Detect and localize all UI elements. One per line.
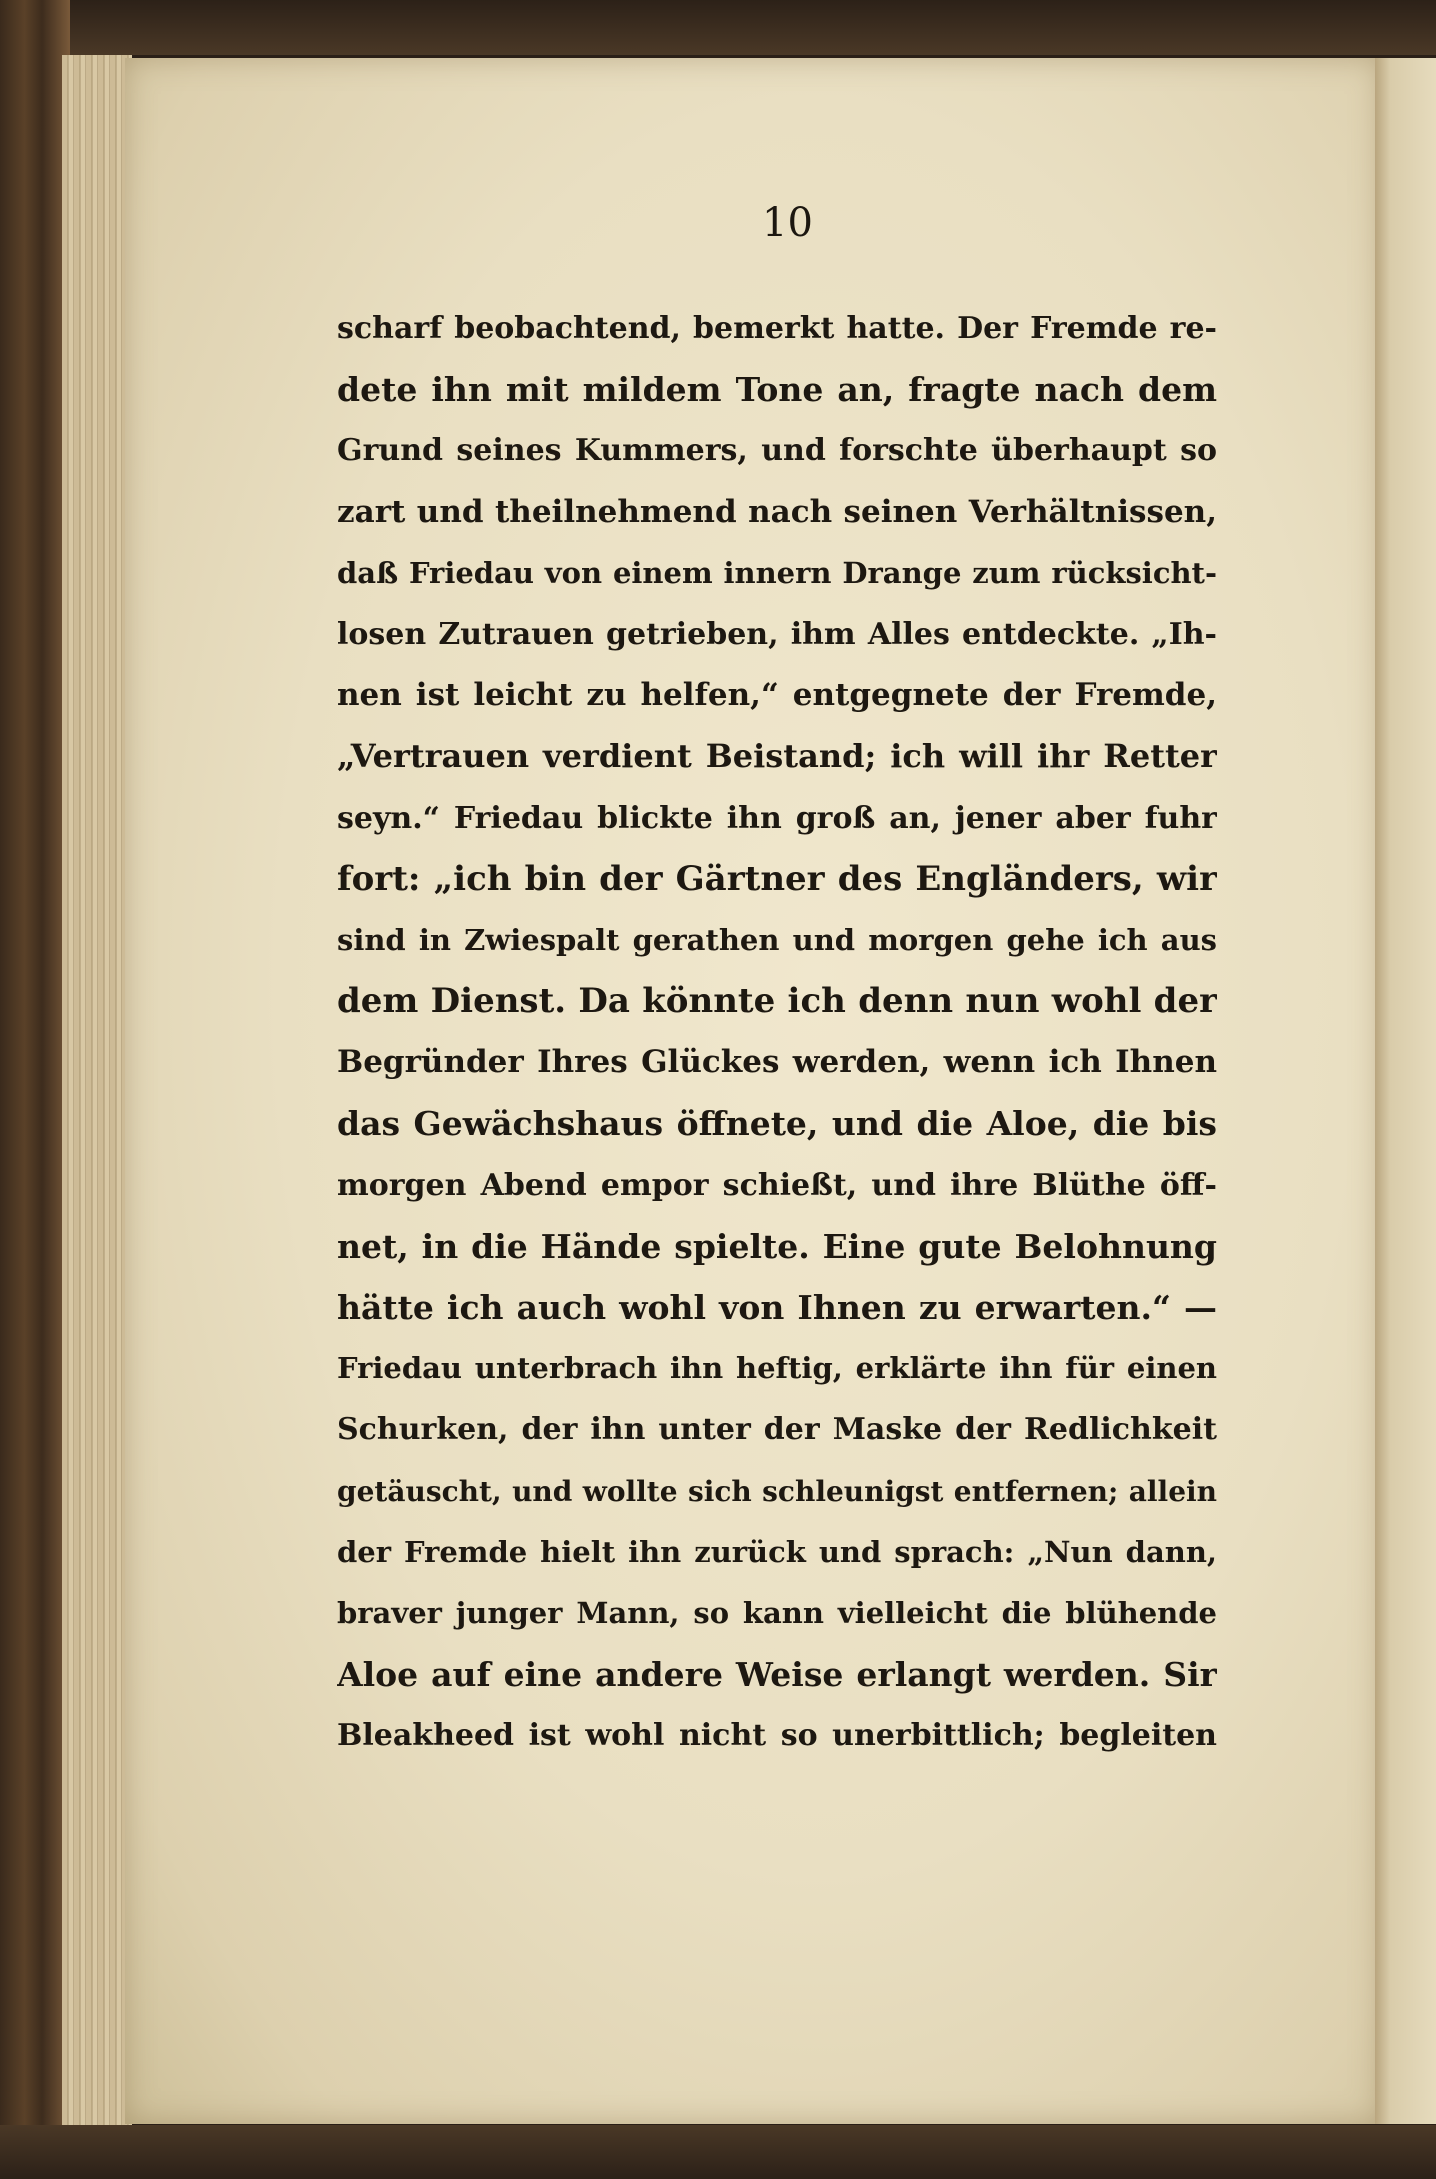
text-line: seyn.“ Friedau blickte ihn groß an, jener aber fuhr: [337, 800, 1217, 836]
text-line: dete ihn mit mildem Tone an, fragte nach dem: [337, 370, 1217, 410]
text-line: losen Zutrauen getrieben, ihm Alles entdeckte. „Ih-: [337, 616, 1217, 652]
text-line: Bleakheed ist wohl nicht so unerbittlich; begleiten: [337, 1718, 1217, 1754]
text-line: „Vertrauen verdient Beistand; ich will ihr Retter: [337, 737, 1217, 776]
text-line: daß Friedau von einem innern Drange zum rücksicht-: [337, 555, 1217, 590]
facing-page-edge: [1375, 58, 1436, 2124]
book-spine: [0, 0, 70, 2179]
text-line: der Fremde hielt ihn zurück und sprach: „Nun dann,: [337, 1534, 1217, 1569]
text-line: fort: „ich bin der Gärtner des Engländers, wir: [337, 858, 1217, 899]
text-line: sind in Zwiespalt gerathen und morgen gehe ich aus: [337, 922, 1217, 957]
text-line: net, in die Hände spielte. Eine gute Belohnung: [337, 1226, 1217, 1266]
text-line: morgen Abend empor schießt, und ihre Blüthe öff-: [337, 1167, 1217, 1203]
text-line: zart und theilnehmend nach seinen Verhältnissen,: [337, 493, 1217, 530]
text-line: Aloe auf eine andere Weise erlangt werden. Sir: [337, 1655, 1217, 1695]
text-line: dem Dienst. Da könnte ich denn nun wohl der: [337, 981, 1217, 1022]
text-line: Friedau unterbrach ihn heftig, erklärte ihn für einen: [337, 1351, 1217, 1386]
text-line: braver junger Mann, so kann vielleicht die blühende: [337, 1595, 1217, 1630]
text-line: Begründer Ihres Glückes werden, wenn ich Ihnen: [337, 1044, 1217, 1081]
book-cover-top: [0, 0, 1436, 55]
book-cover-bottom: [0, 2125, 1436, 2179]
text-line: Grund seines Kummers, und forschte überhaupt so: [337, 433, 1217, 469]
text-line: nen ist leicht zu helfen,“ entgegnete der Fremde,: [337, 677, 1217, 714]
body-text: [337, 298, 1217, 1767]
text-line: getäuscht, und wollte sich schleunigst entfernen; allein: [337, 1474, 1217, 1508]
text-line: scharf beobachtend, bemerkt hatte. Der Fremde re-: [337, 311, 1217, 346]
text-line: das Gewächshaus öffnete, und die Aloe, die bis: [337, 1104, 1217, 1144]
text-line: Schurken, der ihn unter der Maske der Redlichkeit: [337, 1412, 1217, 1448]
page-number: 10: [762, 200, 813, 246]
page-edges: [62, 55, 132, 2125]
text-line: hätte ich auch wohl von Ihnen zu erwarten.“ —: [337, 1288, 1217, 1327]
